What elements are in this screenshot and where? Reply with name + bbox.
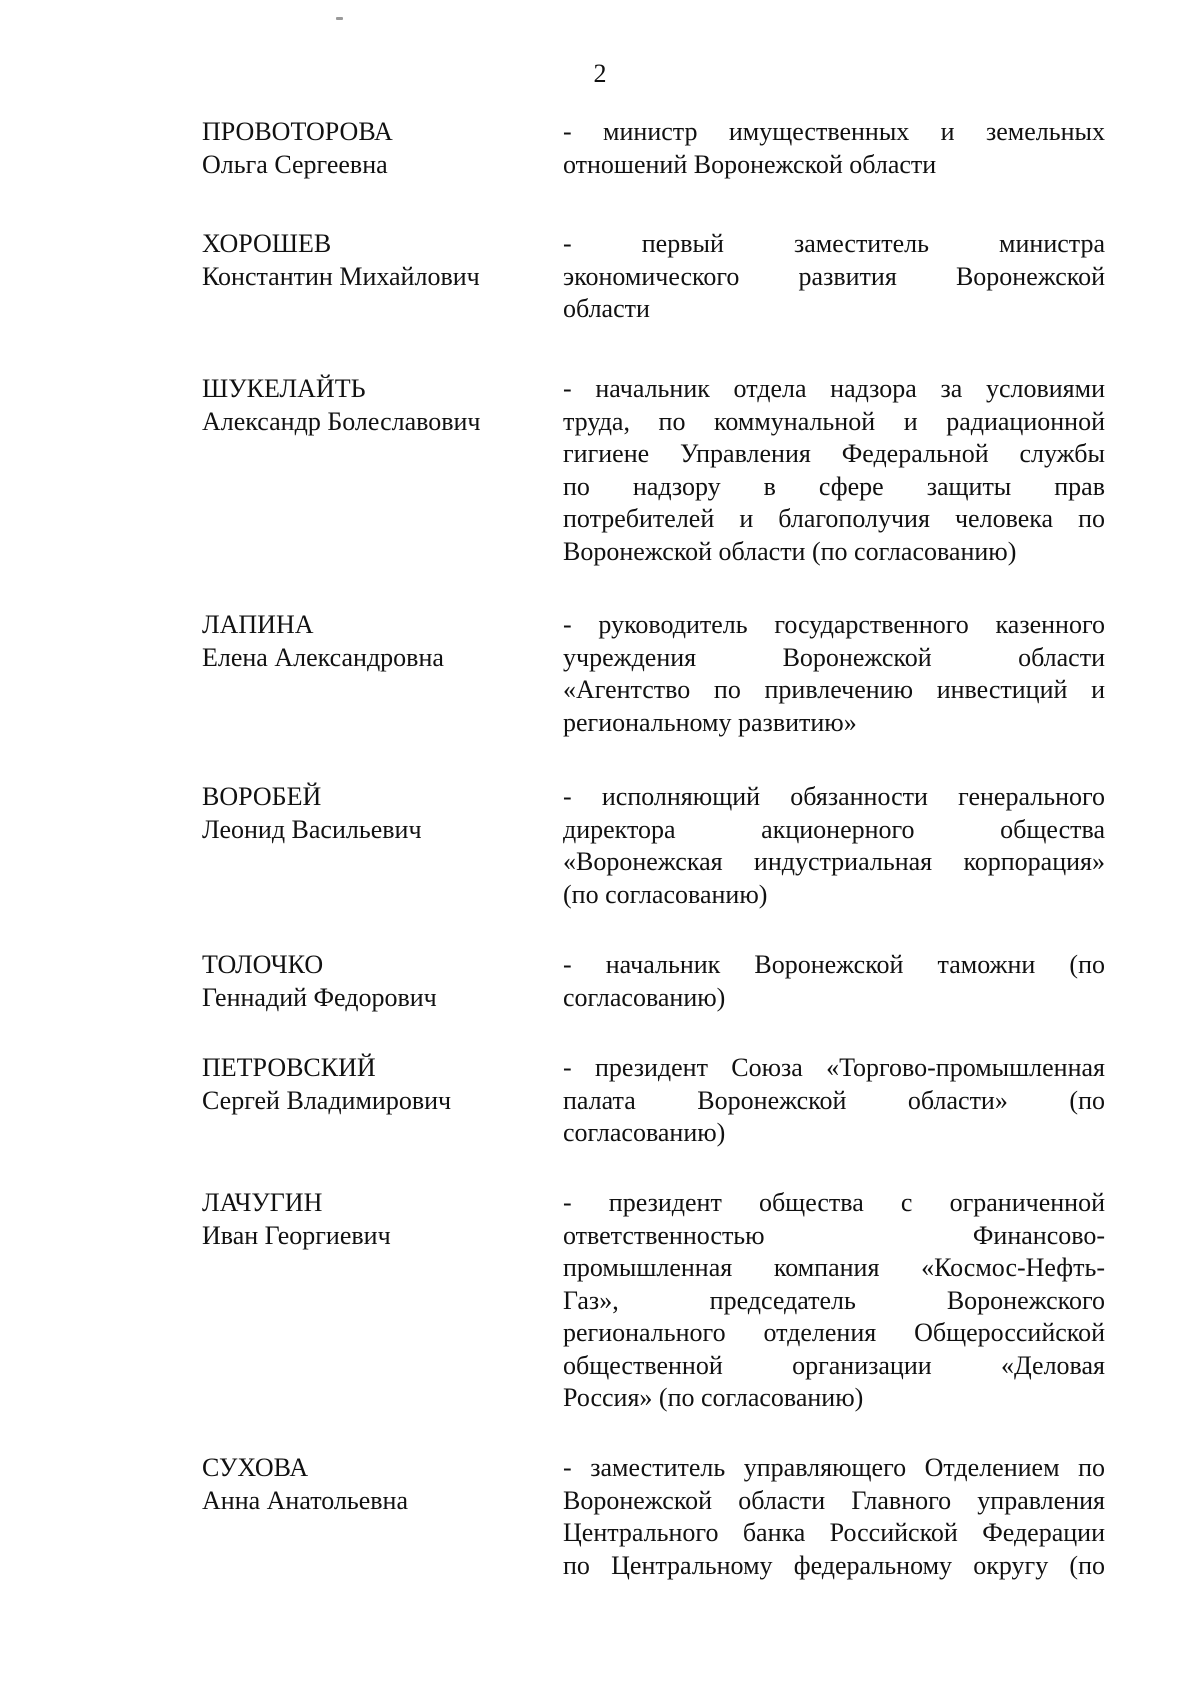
member-given-names: Константин Михайлович bbox=[202, 261, 480, 291]
member-given-names: Геннадий Федорович bbox=[202, 982, 437, 1012]
member-description bbox=[563, 781, 1105, 911]
member-name bbox=[202, 949, 542, 1014]
description-line: «Агентство по привлечению инвестиций и bbox=[563, 675, 1105, 704]
description-line: Россия» (по согласованию) bbox=[563, 1383, 864, 1412]
member-given-names: Сергей Владимирович bbox=[202, 1085, 452, 1115]
description-line: «Воронежская индустриальная корпорация» bbox=[563, 847, 1105, 876]
description-line: регионального отделения Общероссийской bbox=[563, 1318, 1105, 1347]
member-surname: ЛАЧУГИН bbox=[202, 1188, 323, 1217]
description-line: - руководитель государственного казенного bbox=[563, 610, 1105, 639]
description-line: - исполняющий обязанности генерального bbox=[563, 782, 1105, 811]
description-line: по надзору в сфере защиты прав bbox=[563, 471, 1105, 501]
description-line: отношений Воронежской области bbox=[563, 149, 937, 179]
description-line: согласованию) bbox=[563, 1118, 726, 1147]
description-line: - первый заместитель министра bbox=[563, 229, 1105, 258]
member-description bbox=[563, 228, 1105, 326]
member-surname: ПЕТРОВСКИЙ bbox=[202, 1053, 376, 1082]
member-description bbox=[563, 949, 1105, 1014]
description-line: Центрального банка Российской Федерации bbox=[563, 1518, 1105, 1547]
description-line: - президент общества с ограниченной bbox=[563, 1188, 1105, 1217]
member-given-names: Иван Георгиевич bbox=[202, 1220, 391, 1250]
description-line: Воронежской области (по согласованию) bbox=[563, 536, 1017, 566]
description-line: потребителей и благополучия человека по bbox=[563, 504, 1105, 533]
description-line: - министр имущественных и земельных bbox=[563, 117, 1105, 146]
page-number: 2 bbox=[593, 59, 607, 88]
member-name bbox=[202, 609, 542, 674]
member-surname: СУХОВА bbox=[202, 1453, 309, 1482]
description-line: (по согласованию) bbox=[563, 879, 768, 909]
member-description bbox=[563, 116, 1105, 181]
member-given-names: Александр Болеславович bbox=[202, 406, 481, 436]
description-line: директора акционерного общества bbox=[563, 814, 1105, 844]
description-line: региональному развитию» bbox=[563, 707, 857, 737]
member-given-names: Леонид Васильевич bbox=[202, 814, 422, 844]
member-surname: ЛАПИНА bbox=[202, 610, 314, 639]
description-line: Газ», председатель Воронежского bbox=[563, 1285, 1105, 1315]
description-line: промышленная компания «Космос-Нефть- bbox=[563, 1253, 1105, 1282]
member-description bbox=[563, 1187, 1105, 1415]
description-line: гигиене Управления Федеральной службы bbox=[563, 439, 1105, 468]
member-surname: ХОРОШЕВ bbox=[202, 229, 332, 258]
member-surname: ВОРОБЕЙ bbox=[202, 782, 322, 811]
description-line: области bbox=[563, 294, 650, 323]
member-given-names: Анна Анатольевна bbox=[202, 1485, 408, 1515]
scan-speck bbox=[336, 17, 343, 20]
description-line: - президент Союза «Торгово-промышленная bbox=[563, 1053, 1105, 1082]
member-name bbox=[202, 116, 542, 181]
description-line: по Центральному федеральному округу (по bbox=[563, 1550, 1105, 1580]
description-line: ответственностью Финансово- bbox=[563, 1220, 1105, 1250]
member-description bbox=[563, 1452, 1105, 1582]
member-description bbox=[563, 609, 1105, 739]
member-given-names: Елена Александровна bbox=[202, 642, 444, 672]
member-name bbox=[202, 781, 542, 846]
description-line: - начальник Воронежской таможни (по bbox=[563, 950, 1105, 979]
member-name bbox=[202, 373, 542, 438]
member-description bbox=[563, 373, 1105, 568]
description-line: - заместитель управляющего Отделением по bbox=[563, 1453, 1105, 1482]
member-description bbox=[563, 1052, 1105, 1150]
member-name bbox=[202, 1187, 542, 1252]
description-line: общественной организации «Деловая bbox=[563, 1350, 1105, 1380]
description-line: труда, по коммунальной и радиационной bbox=[563, 406, 1105, 436]
description-line: учреждения Воронежской области bbox=[563, 642, 1105, 672]
description-line: Воронежской области Главного управления bbox=[563, 1485, 1105, 1515]
member-given-names: Ольга Сергеевна bbox=[202, 149, 388, 179]
description-line: - начальник отдела надзора за условиями bbox=[563, 374, 1105, 403]
member-surname: ШУКЕЛАЙТЬ bbox=[202, 374, 366, 403]
member-name bbox=[202, 228, 542, 293]
description-line: экономического развития Воронежской bbox=[563, 261, 1105, 291]
member-name bbox=[202, 1052, 542, 1117]
member-surname: ТОЛОЧКО bbox=[202, 950, 324, 979]
description-line: согласованию) bbox=[563, 982, 726, 1012]
member-name bbox=[202, 1452, 542, 1517]
member-surname: ПРОВОТОРОВА bbox=[202, 117, 393, 146]
description-line: палата Воронежской области» (по bbox=[563, 1085, 1105, 1115]
